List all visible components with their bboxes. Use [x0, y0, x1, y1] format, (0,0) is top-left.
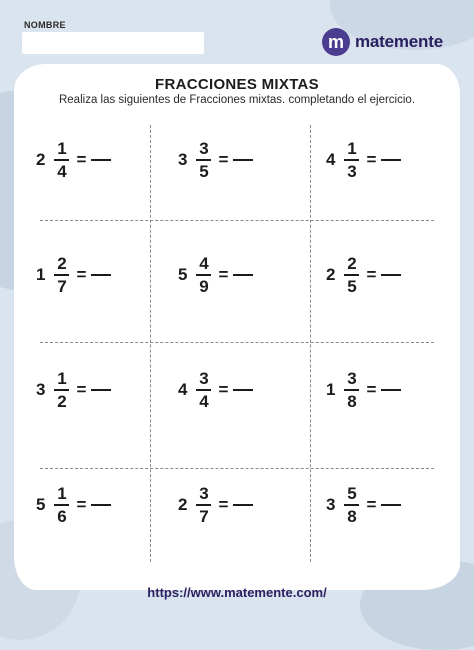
- equals-sign: =: [218, 495, 229, 514]
- equals-sign: =: [76, 150, 87, 169]
- whole-number: 4: [178, 380, 188, 399]
- numerator: 4: [199, 254, 209, 273]
- fraction-bar: [344, 274, 359, 276]
- numerator: 3: [347, 369, 357, 388]
- problem-item: [36, 365, 136, 415]
- denominator: 8: [347, 392, 357, 411]
- answer-blank[interactable]: [233, 274, 253, 276]
- fraction: [344, 139, 359, 181]
- whole-number: 5: [36, 495, 46, 514]
- denominator: 5: [347, 277, 357, 296]
- fraction: [196, 139, 211, 181]
- answer-blank[interactable]: [91, 389, 111, 391]
- numerator: 3: [199, 369, 209, 388]
- logo-text: matemente: [355, 32, 443, 51]
- problem-item: [36, 250, 136, 300]
- equals-sign: =: [76, 380, 87, 399]
- denominator: 4: [199, 392, 209, 411]
- page-title: FRACCIONES MIXTAS: [155, 76, 319, 93]
- fraction-bar: [54, 389, 69, 391]
- fraction: [344, 254, 359, 296]
- equals-sign: =: [366, 265, 377, 284]
- matemente-logo-icon: m: [322, 28, 350, 56]
- fraction: [54, 139, 69, 181]
- fraction: [344, 484, 359, 526]
- fraction: [196, 254, 211, 296]
- problem-item: [178, 480, 278, 530]
- fraction: [196, 369, 211, 411]
- problem-item: [326, 480, 426, 530]
- whole-number: 2: [178, 495, 188, 514]
- denominator: 4: [57, 162, 67, 181]
- answer-blank[interactable]: [381, 159, 401, 161]
- fraction: [196, 484, 211, 526]
- fraction-bar: [196, 389, 211, 391]
- whole-number: 2: [36, 150, 46, 169]
- problem-item: [36, 480, 136, 530]
- fraction-bar: [54, 504, 69, 506]
- answer-blank[interactable]: [91, 274, 111, 276]
- numerator: 2: [57, 254, 67, 273]
- equals-sign: =: [366, 150, 377, 169]
- equals-sign: =: [366, 380, 377, 399]
- answer-blank[interactable]: [91, 504, 111, 506]
- equals-sign: =: [218, 150, 229, 169]
- grid-divider-horizontal: [40, 342, 434, 343]
- grid-divider-vertical: [150, 125, 151, 562]
- problem-item: [326, 135, 426, 185]
- equals-sign: =: [366, 495, 377, 514]
- whole-number: 5: [178, 265, 188, 284]
- fraction: [344, 369, 359, 411]
- numerator: 2: [347, 254, 357, 273]
- numerator: 1: [57, 139, 67, 158]
- denominator: 9: [199, 277, 209, 296]
- answer-blank[interactable]: [233, 389, 253, 391]
- logo: [322, 28, 443, 56]
- numerator: 1: [347, 139, 357, 158]
- denominator: 7: [57, 277, 67, 296]
- name-label: NOMBRE: [24, 20, 66, 30]
- fraction-bar: [196, 504, 211, 506]
- denominator: 2: [57, 392, 67, 411]
- answer-blank[interactable]: [381, 504, 401, 506]
- footer-url[interactable]: https://www.matemente.com/: [147, 585, 327, 600]
- fraction-bar: [54, 159, 69, 161]
- numerator: 1: [57, 369, 67, 388]
- whole-number: 1: [326, 380, 336, 399]
- problem-item: [326, 365, 426, 415]
- whole-number: 3: [178, 150, 188, 169]
- denominator: 7: [199, 507, 209, 526]
- problem-item: [178, 135, 278, 185]
- fraction-bar: [344, 159, 359, 161]
- whole-number: 3: [36, 380, 46, 399]
- answer-blank[interactable]: [381, 389, 401, 391]
- problem-item: [326, 250, 426, 300]
- answer-blank[interactable]: [91, 159, 111, 161]
- fraction-bar: [54, 274, 69, 276]
- answer-blank[interactable]: [233, 159, 253, 161]
- denominator: 6: [57, 507, 67, 526]
- answer-blank[interactable]: [233, 504, 253, 506]
- denominator: 5: [199, 162, 209, 181]
- whole-number: 4: [326, 150, 336, 169]
- problem-item: [178, 250, 278, 300]
- denominator: 8: [347, 507, 357, 526]
- problem-item: [178, 365, 278, 415]
- numerator: 3: [199, 484, 209, 503]
- fraction-bar: [344, 389, 359, 391]
- equals-sign: =: [76, 265, 87, 284]
- equals-sign: =: [76, 495, 87, 514]
- problem-item: [36, 135, 136, 185]
- name-field[interactable]: [22, 32, 204, 54]
- fraction-bar: [344, 504, 359, 506]
- answer-blank[interactable]: [381, 274, 401, 276]
- equals-sign: =: [218, 380, 229, 399]
- fraction-bar: [196, 274, 211, 276]
- denominator: 3: [347, 162, 357, 181]
- fraction: [54, 369, 69, 411]
- fraction: [54, 254, 69, 296]
- numerator: 3: [199, 139, 209, 158]
- numerator: 5: [347, 484, 357, 503]
- equals-sign: =: [218, 265, 229, 284]
- instructions: Realiza las siguientes de Fracciones mixtas. completando el ejercicio.: [58, 94, 416, 106]
- whole-number: 2: [326, 265, 336, 284]
- whole-number: 1: [36, 265, 46, 284]
- grid-divider-vertical: [310, 125, 311, 562]
- whole-number: 3: [326, 495, 336, 514]
- numerator: 1: [57, 484, 67, 503]
- grid-divider-horizontal: [40, 468, 434, 469]
- fraction: [54, 484, 69, 526]
- grid-divider-horizontal: [40, 220, 434, 221]
- fraction-bar: [196, 159, 211, 161]
